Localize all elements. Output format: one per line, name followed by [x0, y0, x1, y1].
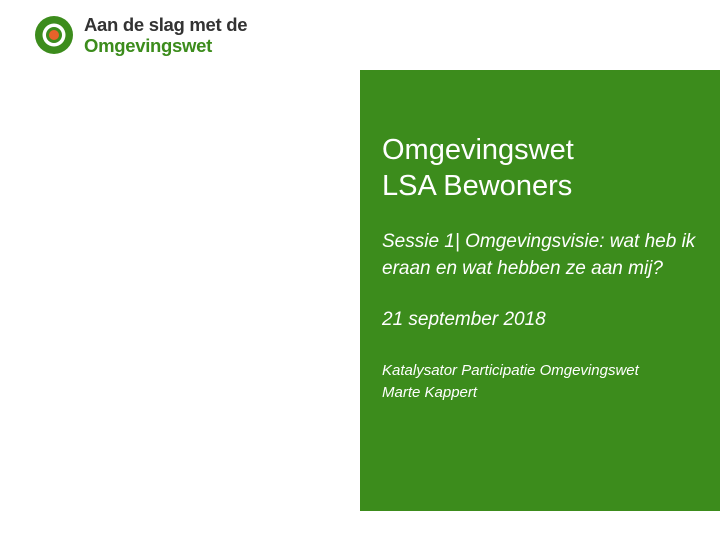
logo-line-2: Omgevingswet: [84, 35, 212, 56]
slide-title: [382, 132, 710, 204]
title-line-2: LSA Bewoners: [382, 170, 573, 202]
credits: [382, 360, 710, 404]
presenter-name: Marte Kappert: [382, 384, 478, 401]
logo: [34, 14, 247, 56]
logo-text: [84, 14, 247, 56]
organization-name: Katalysator Participatie Omgevingswet: [382, 362, 639, 379]
title-panel: [360, 70, 720, 511]
session-subtitle: Sessie 1| Omgevingsvisie: wat heb ik eraan en wat hebben ze aan mij?: [382, 231, 696, 279]
concentric-circles-logo-icon: [34, 15, 74, 55]
session-date: 21 september 2018: [382, 309, 546, 330]
panel-content: [382, 132, 710, 404]
title-line-1: Omgevingswet: [382, 134, 574, 166]
logo-line-1: Aan de slag met de: [84, 14, 248, 35]
